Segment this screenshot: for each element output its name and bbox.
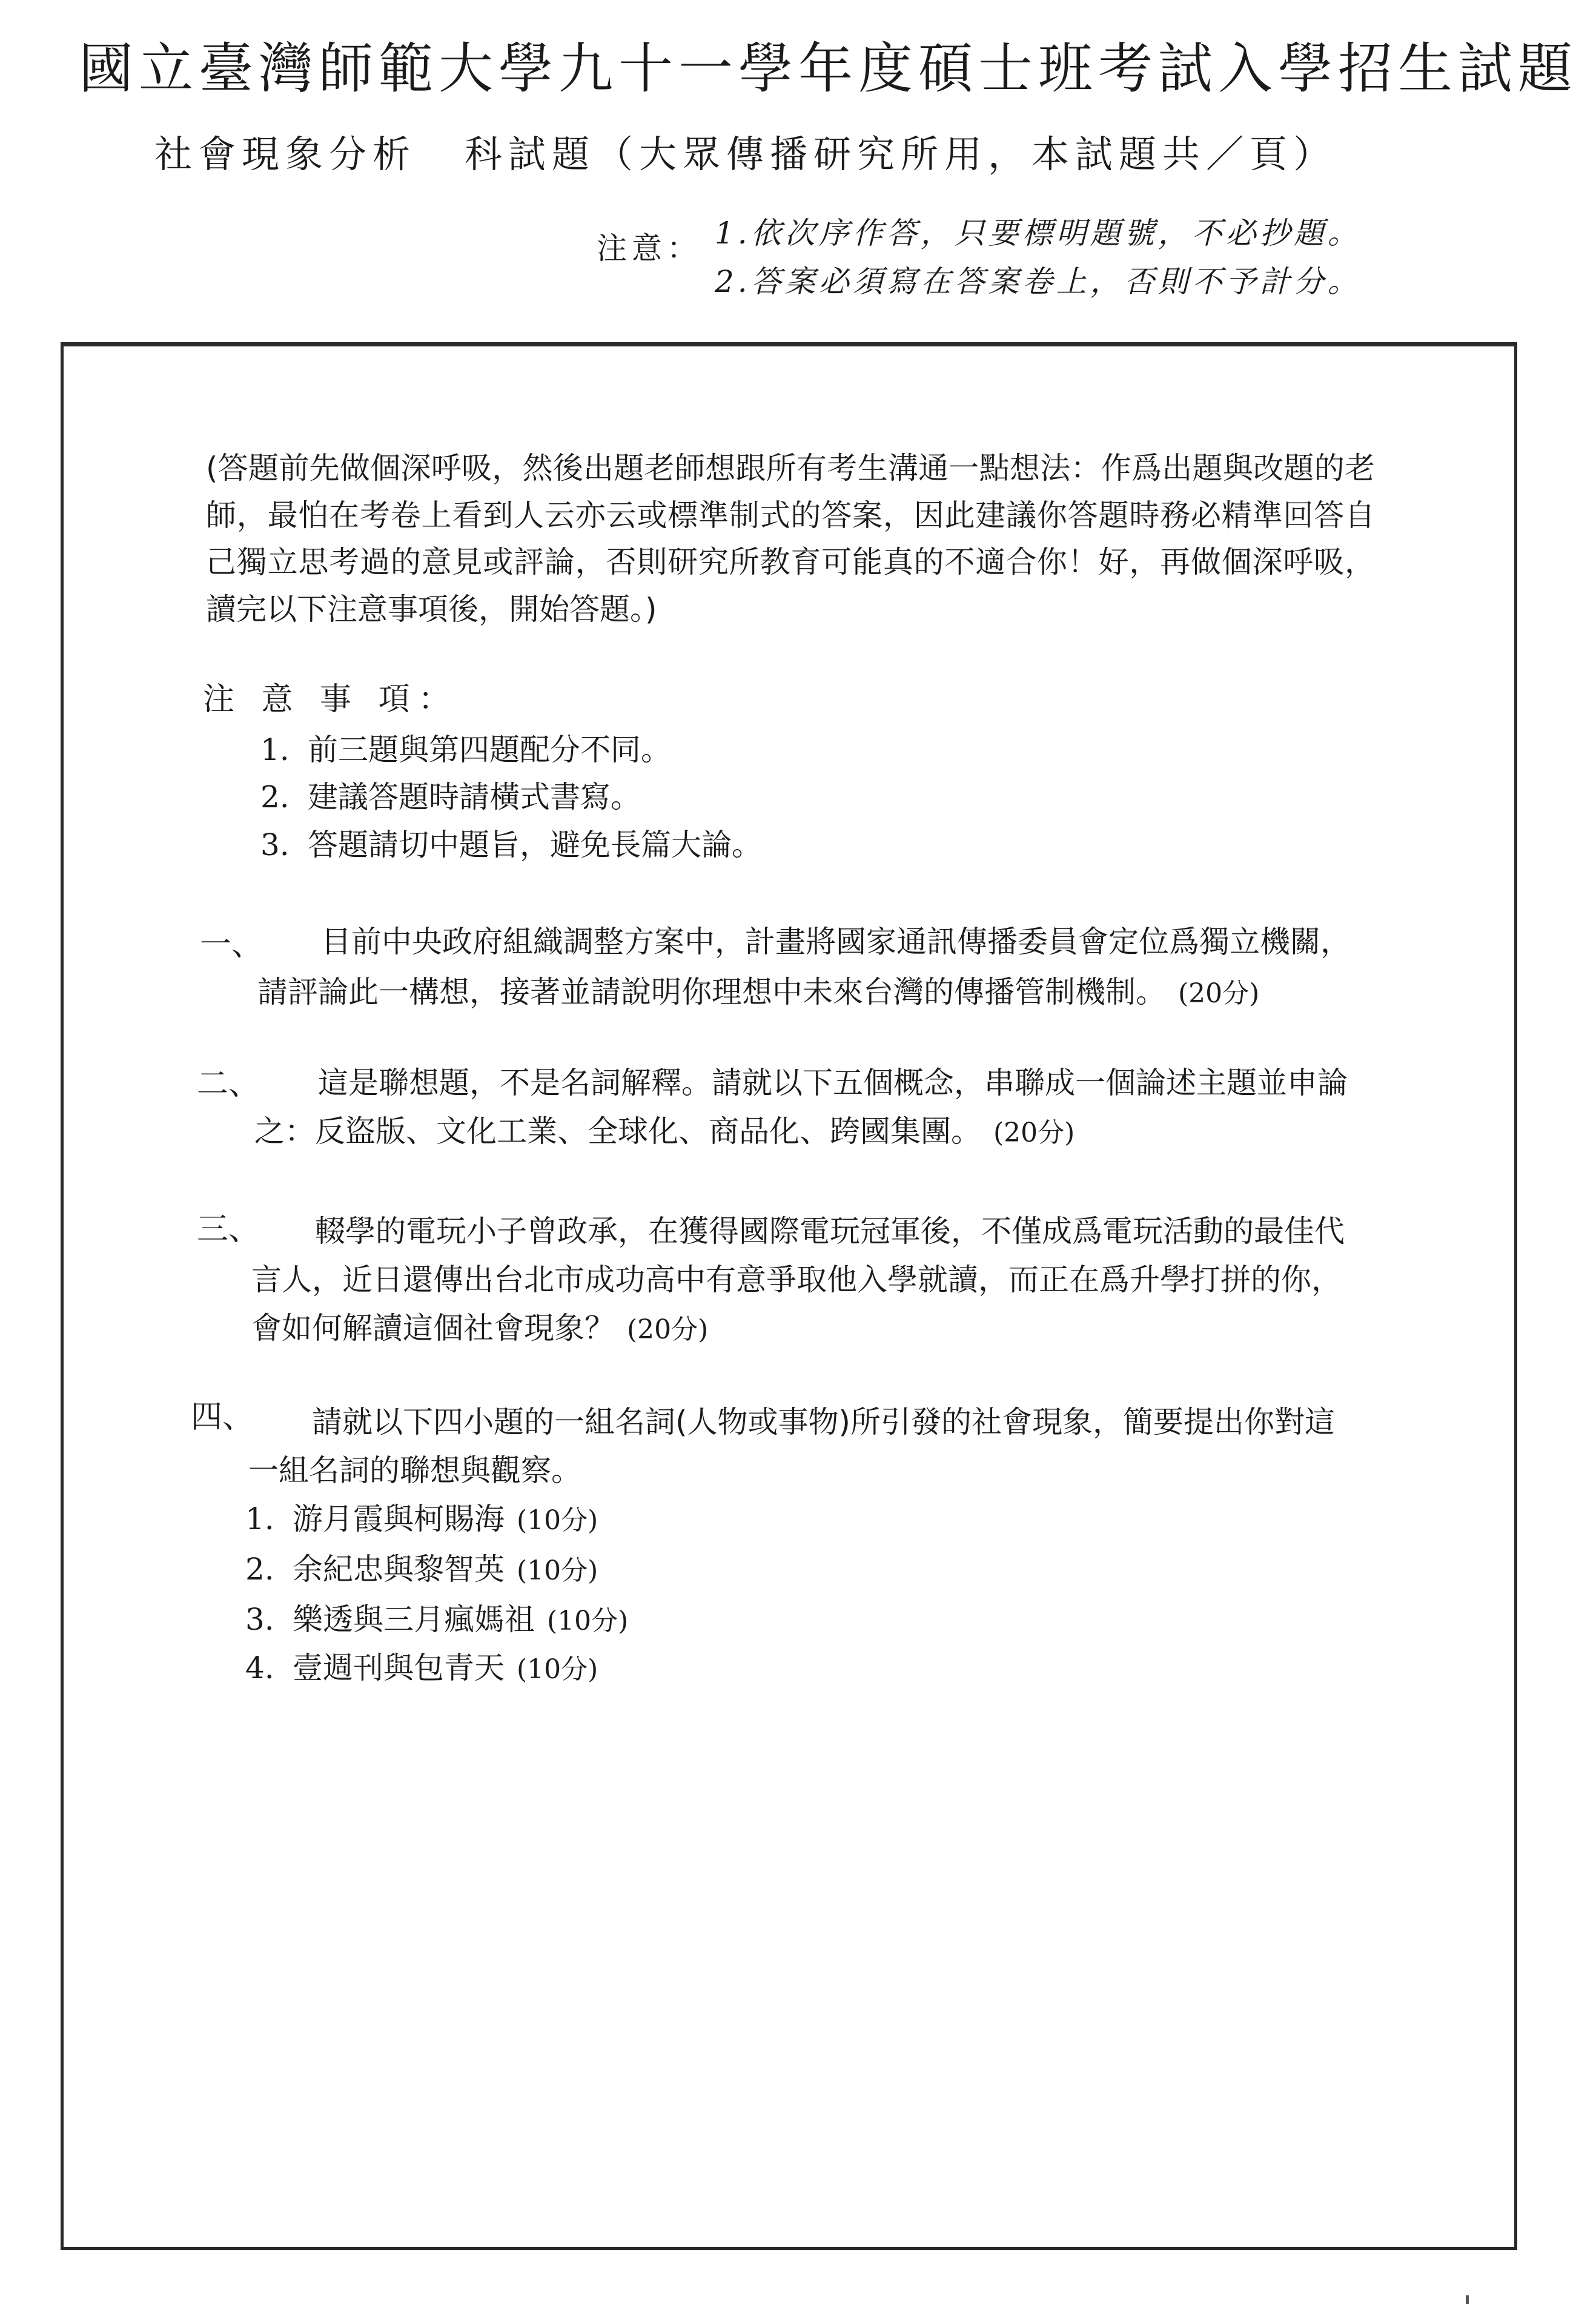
sub-question-points: (10分)	[517, 1654, 598, 1685]
sub-question	[245, 1645, 598, 1692]
question-text: 一組名詞的聯想與觀察。	[248, 1453, 581, 1488]
sub-question-text: 余紀忠與黎智英	[293, 1552, 505, 1587]
scan-mark	[1466, 2295, 1469, 2304]
notes-heading: 注 意 事 項：	[203, 681, 459, 718]
preamble-paragraph: (答題前先做個深呼吸，然後出題老師想跟所有考生溝通一點想法：作爲出題與改題的老師，最怕在考卷上看到人云亦云或標準制式的答案，因此建議你答題時務必精準回答自己獨立思考過的意見或評論，否則研究所教育可能真的不適合你！好，再做個深呼吸，讀完以下注意事項後，開始答題。)	[206, 451, 1375, 627]
note-item	[260, 727, 671, 774]
question-points: (20分)	[1178, 978, 1260, 1009]
question-number: 一、	[200, 927, 263, 963]
sub-question-text: 游月霞與柯賜海	[293, 1501, 505, 1536]
question-text	[254, 1108, 1074, 1156]
question-text: 請就以下四小題的一組名詞(人物或事物)所引發的社會現象，簡要提出你對這	[312, 1404, 1336, 1440]
sub-question-points: (10分)	[517, 1555, 598, 1586]
question-text: 輟學的電玩小子曾政承，在獲得國際電玩冠軍後，不僅成爲電玩活動的最佳代	[315, 1214, 1345, 1249]
sub-question	[245, 1496, 598, 1543]
question-points: (20分)	[993, 1117, 1075, 1148]
sub-question-number: 1.	[245, 1501, 274, 1536]
question-number: 四、	[191, 1399, 254, 1435]
question-text-line: 請評論此一構想，接著並請說明你理想中未來台灣的傳播管制機制。	[257, 974, 1166, 1010]
exam-title: 國立臺灣師範大學九十一學年度碩士班考試入學招生試題	[79, 37, 1578, 101]
question-points: (20分)	[627, 1314, 709, 1345]
note-number: 2.	[260, 779, 290, 815]
question-text: 目前中央政府組織調整方案中，計畫將國家通訊傳播委員會定位爲獨立機關，	[321, 924, 1351, 959]
sub-question	[245, 1546, 598, 1593]
sub-question-number: 3.	[245, 1602, 274, 1637]
question-text-line: 之：反盜版、文化工業、全球化、商品化、跨國集團。	[254, 1114, 981, 1149]
note-text: 答題請切中題旨，避免長篇大論。	[308, 827, 762, 862]
sub-question-points: (10分)	[517, 1505, 598, 1536]
note-item	[260, 774, 641, 821]
note-number: 3.	[260, 827, 290, 862]
sub-question-text: 樂透與三月瘋媽祖	[293, 1602, 535, 1637]
sub-question-text: 壹週刊與包青天	[293, 1650, 505, 1685]
notice-label: 注意：	[597, 231, 702, 266]
question-text: 言人，近日還傳出台北市成功高中有意爭取他入學就讀，而正在爲升學打拼的你，	[251, 1262, 1342, 1297]
note-text: 建議答題時請橫式書寫。	[308, 779, 641, 815]
paper-info: 科試題（大眾傳播研究所用，本試題共／頁）	[465, 132, 1337, 176]
sub-question	[245, 1596, 628, 1644]
sub-question-number: 4.	[245, 1650, 274, 1685]
question-number: 二、	[197, 1066, 260, 1102]
exam-subtitle	[154, 124, 1337, 178]
note-item	[260, 822, 762, 869]
note-text: 前三題與第四題配分不同。	[308, 732, 671, 767]
notice-line: 1.依次序作答，只要標明題號，不必抄題。	[715, 216, 1362, 251]
note-number: 1.	[260, 732, 290, 767]
subject-name: 社會現象分析	[154, 132, 417, 176]
question-text	[257, 969, 1259, 1016]
sub-question-number: 2.	[245, 1552, 274, 1587]
question-text-line: 會如何解讀這個社會現象？	[251, 1311, 615, 1346]
question-text	[251, 1305, 708, 1352]
notice-line: 2.答案必須寫在答案卷上，否則不予計分。	[715, 264, 1362, 299]
question-number: 三、	[197, 1211, 260, 1248]
question-text: 這是聯想題，不是名詞解釋。請就以下五個概念，串聯成一個論述主題並申論	[318, 1065, 1348, 1100]
sub-question-points: (10分)	[547, 1606, 629, 1636]
